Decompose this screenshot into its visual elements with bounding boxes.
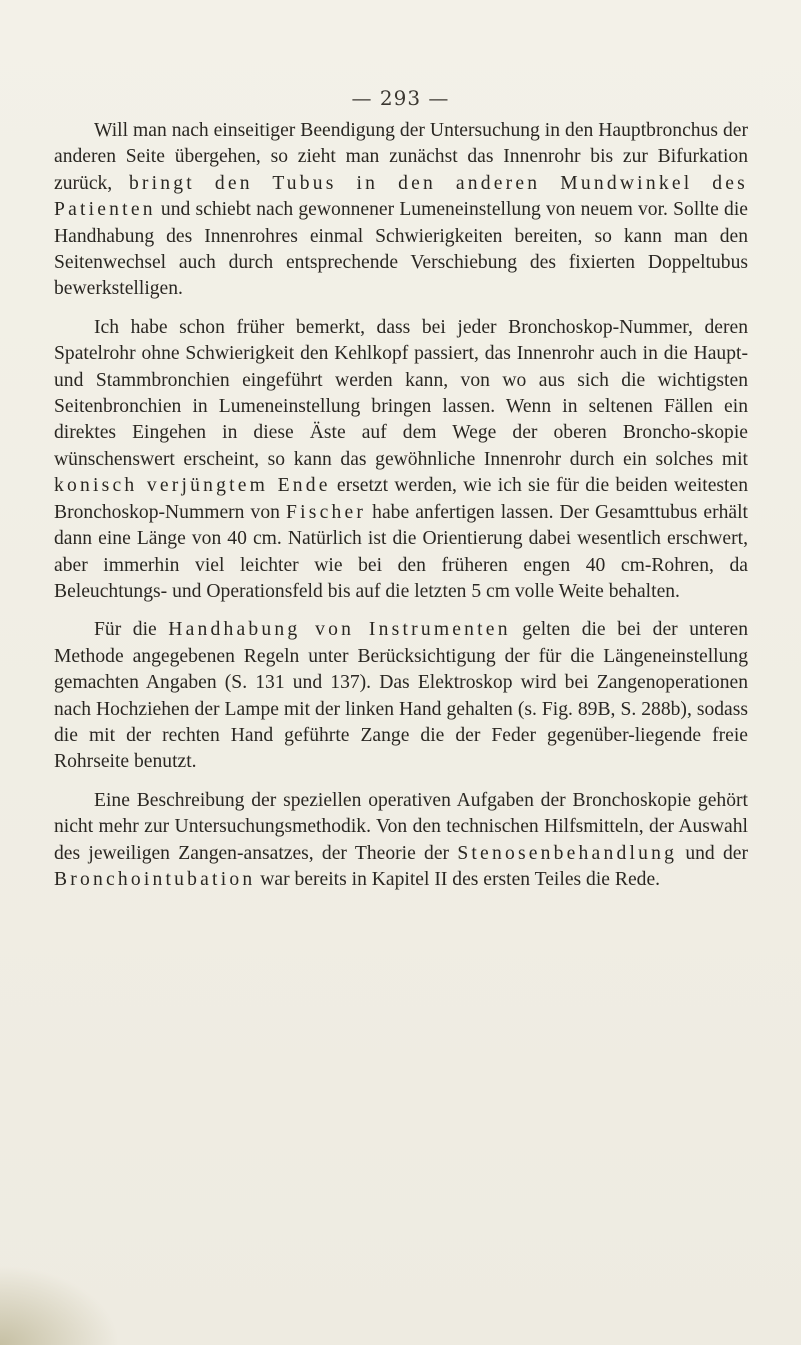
text-run: habe anfertigen lassen. Der Gesamttubus erhält dann eine Länge von 40 cm. Natürlich ist die Orientierung dabei wesentlich erschwert, aber immerhin viel leichter wie bei den früheren engen 40 cm-Rohren, da Beleuchtungs- und Operationsfeld bis auf die letzten 5 cm volle Weite behalten. xyxy=(54,501,748,602)
spaced-emphasis: konisch verjüngtem Ende xyxy=(54,475,331,497)
paragraph-4 xyxy=(54,788,748,894)
text-run: gelten die bei der unteren Methode angegebenen Regeln unter Berücksichtigung der für die Längeneinstellung gemachten Angaben (S. 131 und 137). Das Elektroskop wird bei Zangenoperationen nach Hochziehen der Lampe mit der linken Hand gehalten (s. Fig. 89B, S. 288b), sodass die mit der rechten Hand geführte Zange die der Feder gegenüber-liegende freie Rohrseite benutzt. xyxy=(54,619,749,773)
spaced-emphasis: Fischer xyxy=(286,501,367,523)
body-text xyxy=(54,118,748,905)
text-run: und der xyxy=(677,842,748,864)
text-run: und schiebt nach gewonnener Lumeneinstellung von neuem vor. Sollte die Handhabung des Innenrohres einmal Schwierigkeiten bereiten, so kann man den Seitenwechsel auch durch entsprechende Verschiebung des fixierten Doppeltubus bewerkstelligen. xyxy=(54,199,748,300)
text-run: Eine Beschreibung der speziellen operativen Aufgaben der Bronchoskopie gehört nicht mehr zur Untersuchungsmethodik. Von den technischen Hilfsmitteln, der Auswahl des jeweiligen Zangen-ansatzes, der Theorie der xyxy=(54,789,748,864)
text-run: Für die xyxy=(94,619,169,641)
text-run: Will man nach einseitiger Beendigung der Untersuchung in den Hauptbronchus der anderen Seite übergehen, so zieht man zunächst das Innenrohr bis zur Bifurkation zurück, xyxy=(54,120,748,194)
spaced-emphasis: Stenosenbehandlung xyxy=(457,842,678,864)
text-run: Ich habe schon früher bemerkt, dass bei jeder Bronchoskop-Nummer, deren Spatelrohr ohne Schwierigkeit den Kehlkopf passiert, das Innenrohr auch in die Haupt- und Stammbronchien eingeführt werden kann, von wo aus sich die wichtigsten Seitenbronchien in Lumeneinstellung bringen lassen. Wenn in seltenen Fällen ein direktes Eingehen in diese Äste auf dem Wege der oberen Broncho-skopie wünschenswert erscheint, so kann das gewöhnliche Innenrohr durch ein solches mit xyxy=(54,316,748,470)
text-run: ersetzt werden, wie ich sie für die beiden weitesten Bronchoskop-Nummern von xyxy=(54,475,748,523)
paragraph-3 xyxy=(54,617,748,775)
spaced-emphasis: Handhabung von Instrumenten xyxy=(168,619,511,641)
text-run: war bereits in Kapitel II des ersten Teiles die Rede. xyxy=(255,868,661,890)
spaced-emphasis: Bronchointubation xyxy=(54,868,256,890)
page-corner-stain xyxy=(0,1265,120,1345)
page-number: — 293 — xyxy=(351,86,450,110)
paragraph-2 xyxy=(54,315,748,605)
spaced-emphasis: bringt den Tubus in den anderen Mundwinkel des Patienten xyxy=(54,172,748,221)
paragraph-1 xyxy=(54,118,748,303)
